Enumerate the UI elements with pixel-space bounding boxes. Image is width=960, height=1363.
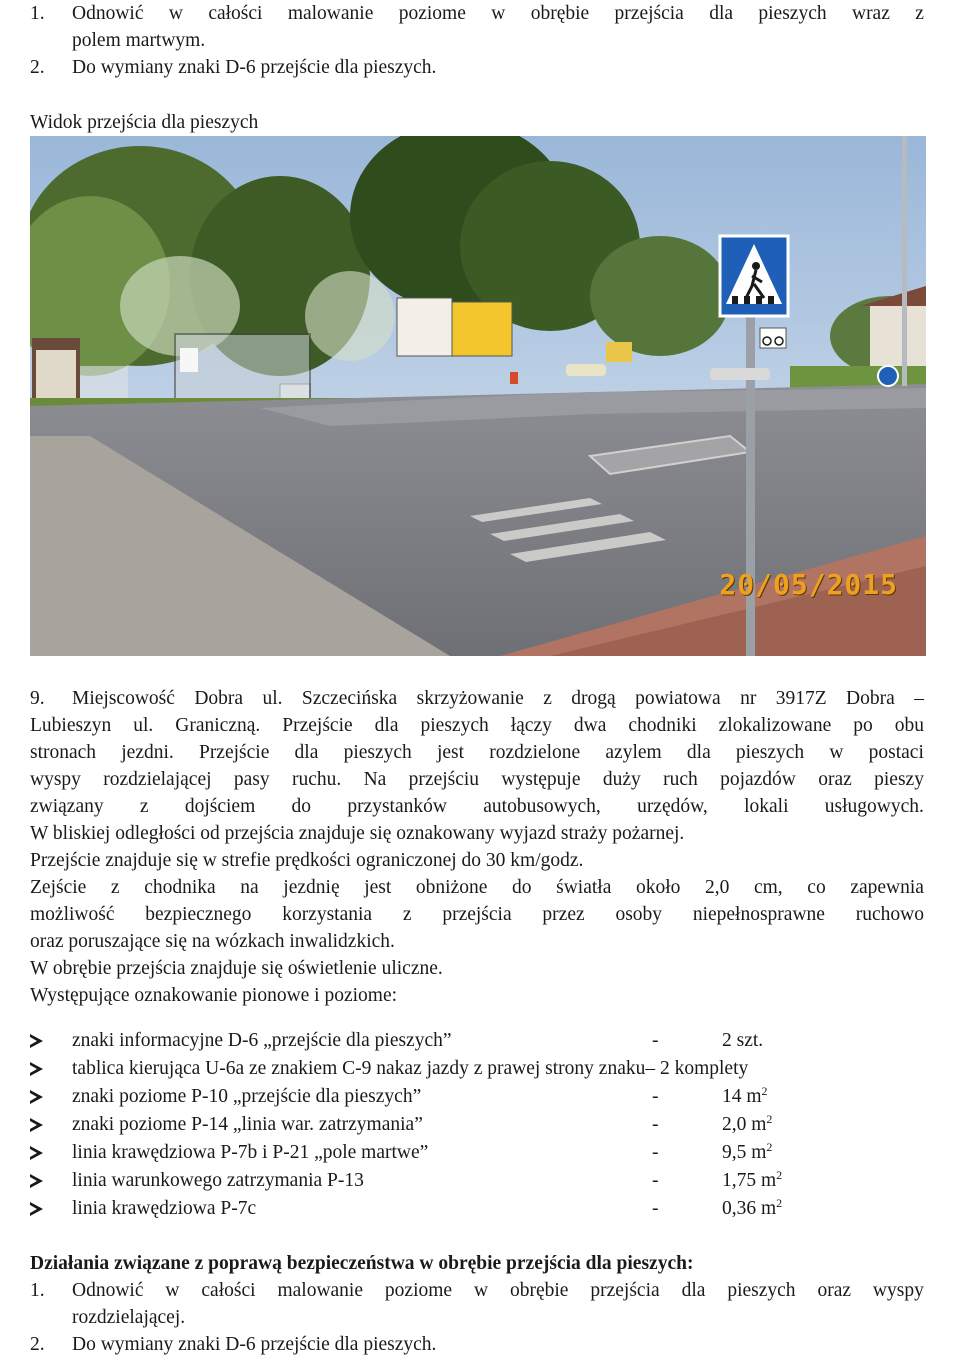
bullet-text: znaki poziome P-10 „przejście dla pieszych” <box>72 1086 422 1107</box>
word: ul. <box>133 715 154 736</box>
word: pieszych <box>735 742 805 763</box>
list-item-line: Do wymiany znaki D-6 przejście dla pieszych. <box>72 57 437 78</box>
list-item-line: polem martwym. <box>72 30 206 51</box>
unit-superscript: 2 <box>776 1168 783 1182</box>
word: Przejście <box>198 742 270 763</box>
bullet-value: 2 szt. <box>722 1030 764 1051</box>
word: Dobra <box>194 688 244 709</box>
word: 3917Z <box>775 688 827 709</box>
bullet-dash: - <box>652 1142 659 1163</box>
section-line: Przejście znajduje się w strefie prędkości ograniczonej do 30 km/godz. <box>30 850 584 871</box>
word: obrębie <box>530 3 590 24</box>
word: obu <box>894 715 924 736</box>
word: w <box>473 1280 489 1301</box>
word: ruchowo <box>855 904 924 925</box>
crosswalk-photo <box>30 136 926 656</box>
word: pieszych <box>727 1280 796 1301</box>
word: wraz <box>851 3 890 24</box>
word: z <box>543 688 552 709</box>
bullet-dash: - <box>652 1086 659 1107</box>
word: występuje <box>501 769 581 790</box>
word: około <box>635 877 681 898</box>
word: chodnika <box>144 877 216 898</box>
unit-superscript: 2 <box>766 1112 773 1126</box>
arrow-bullet-icon <box>30 1195 43 1222</box>
arrow-bullet-icon <box>30 1055 43 1082</box>
word: usługowych. <box>824 796 924 817</box>
word: rozdzielającej <box>103 769 212 790</box>
section-line <box>30 712 924 739</box>
word: osoby <box>615 904 663 925</box>
word: do <box>512 877 532 898</box>
bullet-value: 2,0 $m^2$ <box>722 1112 773 1135</box>
word: dojściem <box>184 796 256 817</box>
word: w <box>165 1280 180 1301</box>
section-line: W bliskiej odległości od przejścia znajduje się oznakowany wyjazd straży pożarnej. <box>30 823 685 844</box>
word: pieszych <box>420 715 489 736</box>
word: powiatowa <box>635 688 721 709</box>
word: stronach <box>30 742 97 763</box>
section-number: 9. <box>30 688 45 709</box>
word: przejścia <box>614 3 684 24</box>
section-line: oraz poruszające się na wózkach inwalidzkich. <box>30 931 395 952</box>
word: jest <box>436 742 465 763</box>
word: Na <box>363 769 387 790</box>
word: chodniki <box>628 715 697 736</box>
word: związany <box>30 796 104 817</box>
list-item-line <box>72 1277 924 1304</box>
bullet-text: linia krawędziowa P-7b i P-21 „pole martwe” <box>72 1142 429 1163</box>
bullet-value: 9,5 $m^2$ <box>722 1140 773 1163</box>
word: dla <box>681 1280 706 1301</box>
bullet-text: znaki poziome P-14 „linia war. zatrzymania” <box>72 1114 423 1135</box>
word: korzystania <box>282 904 373 925</box>
section-line: W obrębie przejścia znajduje się oświetlenie uliczne. <box>30 958 443 979</box>
word: przystanków <box>347 796 447 817</box>
word: z <box>915 3 924 24</box>
word: dla <box>374 715 399 736</box>
justified-line <box>72 1277 924 1304</box>
unit-superscript: 2 <box>766 1140 773 1154</box>
word: Odnowić <box>72 1280 144 1301</box>
bullet-text: tablica kierująca U-6a ze znakiem C-9 nakaz jazdy z prawej strony znaku– 2 komplety <box>72 1058 749 1079</box>
list-number: 2. <box>30 1334 45 1355</box>
word: dla <box>686 742 711 763</box>
justified-line <box>72 0 924 27</box>
word: światła <box>556 877 612 898</box>
word: Zejście <box>30 877 87 898</box>
word: dwa <box>573 715 607 736</box>
word: wyspy <box>872 1280 924 1301</box>
section-line <box>30 874 924 901</box>
word: nr <box>740 688 757 709</box>
word: duży <box>602 769 641 790</box>
word: jezdni. <box>121 742 174 763</box>
word: Lubieszyn <box>30 715 112 736</box>
word: poziome <box>384 1280 453 1301</box>
bullet-text: znaki informacyjne D-6 „przejście dla pieszych” <box>72 1030 452 1051</box>
section-line <box>30 766 924 793</box>
list-number: 1. <box>30 1280 45 1301</box>
arrow-bullet-icon <box>30 1167 43 1194</box>
word: całości <box>201 1280 256 1301</box>
word: bezpiecznego <box>145 904 252 925</box>
justified-line <box>30 739 924 766</box>
word: pieszy <box>874 769 924 790</box>
justified-line <box>30 901 924 928</box>
word: Szczecińska <box>301 688 398 709</box>
unit-superscript: 2 <box>776 1196 783 1210</box>
list-item-line: Do wymiany znaki D-6 przejście dla pieszych. <box>72 1334 437 1355</box>
bullet-dash: - <box>652 1170 659 1191</box>
word: przejściu <box>408 769 480 790</box>
word: cm, <box>753 877 783 898</box>
word: całości <box>208 3 263 24</box>
list-number: 2. <box>30 57 45 78</box>
word: przejścia <box>442 904 512 925</box>
word: zapewnia <box>850 877 924 898</box>
word: po <box>853 715 873 736</box>
word: jezdnię <box>283 877 340 898</box>
word: z <box>139 796 149 817</box>
word: malowanie <box>277 1280 364 1301</box>
section-line <box>30 901 924 928</box>
bullet-dash: - <box>652 1114 659 1135</box>
actions-heading: Działania związane z poprawą bezpieczeństwa w obrębie przejścia dla pieszych: <box>30 1253 694 1274</box>
list-item-line: rozdzielającej. <box>72 1307 186 1328</box>
bullet-value: 0,36 $m^2$ <box>722 1196 783 1219</box>
word: przejścia <box>590 1280 660 1301</box>
photo-date-stamp: 20/05/2015 <box>719 568 898 601</box>
word: malowanie <box>287 3 374 24</box>
word: z <box>110 877 120 898</box>
word: pieszych <box>343 742 412 763</box>
bullet-text: linia warunkowego zatrzymania P-13 <box>72 1170 364 1191</box>
word: oraz <box>818 769 852 790</box>
arrow-bullet-icon <box>30 1027 43 1054</box>
justified-line <box>72 685 924 712</box>
word: na <box>240 877 259 898</box>
word: urzędów, <box>637 796 708 817</box>
word: lokali <box>744 796 789 817</box>
section-line <box>72 685 924 712</box>
section-line <box>30 793 924 820</box>
list-item-line <box>72 0 924 27</box>
word: Dobra <box>846 688 895 709</box>
word: oraz <box>817 1280 852 1301</box>
word: w <box>829 742 844 763</box>
list-number: 1. <box>30 3 45 24</box>
word: pieszych <box>758 3 827 24</box>
word: niepełnosprawne <box>692 904 825 925</box>
word: do <box>291 796 312 817</box>
word: zlokalizowane <box>718 715 832 736</box>
word: w <box>491 3 506 24</box>
word: Miejscowość <box>72 688 175 709</box>
word: co <box>807 877 826 898</box>
arrow-bullet-icon <box>30 1139 43 1166</box>
bullet-dash: - <box>652 1198 659 1219</box>
justified-line <box>30 874 924 901</box>
word: obrębie <box>509 1280 569 1301</box>
word: obniżone <box>415 877 488 898</box>
word: 2,0 <box>705 877 730 898</box>
word: ruchu. <box>291 769 342 790</box>
word: drogą <box>571 688 616 709</box>
word: łączy <box>510 715 552 736</box>
word: azylem <box>605 742 662 763</box>
justified-line <box>30 712 924 739</box>
word: Odnowić <box>72 3 144 24</box>
bullet-value: 14 $m^2$ <box>722 1084 768 1107</box>
word: możliwość <box>30 904 115 925</box>
word: ruch <box>663 769 698 790</box>
word: w <box>168 3 183 24</box>
word: rozdzielone <box>489 742 581 763</box>
bullet-text: linia krawędziowa P-7c <box>72 1198 257 1219</box>
word: ul. <box>262 688 283 709</box>
section-line <box>30 739 924 766</box>
unit-superscript: 2 <box>761 1084 768 1098</box>
word: autobusowych, <box>483 796 601 817</box>
word: – <box>914 688 924 709</box>
word: wyspy <box>30 769 81 790</box>
word: poziome <box>398 3 466 24</box>
photo-caption: Widok przejścia dla pieszych <box>30 112 259 133</box>
bullet-dash: - <box>652 1030 659 1051</box>
word: przez <box>542 904 585 925</box>
section-line: Występujące oznakowanie pionowe i poziome: <box>30 985 398 1006</box>
word: Graniczną. <box>175 715 261 736</box>
bullet-value: 1,75 $m^2$ <box>722 1168 783 1191</box>
word: dla <box>709 3 734 24</box>
word: z <box>402 904 412 925</box>
word: postaci <box>868 742 924 763</box>
word: pasy <box>233 769 270 790</box>
arrow-bullet-icon <box>30 1111 43 1138</box>
word: Przejście <box>282 715 353 736</box>
word: skrzyżowanie <box>416 688 524 709</box>
word: dla <box>294 742 319 763</box>
word: pojazdów <box>720 769 796 790</box>
word: jest <box>364 877 392 898</box>
justified-line <box>30 766 924 793</box>
arrow-bullet-icon <box>30 1083 43 1110</box>
justified-line <box>30 793 924 820</box>
